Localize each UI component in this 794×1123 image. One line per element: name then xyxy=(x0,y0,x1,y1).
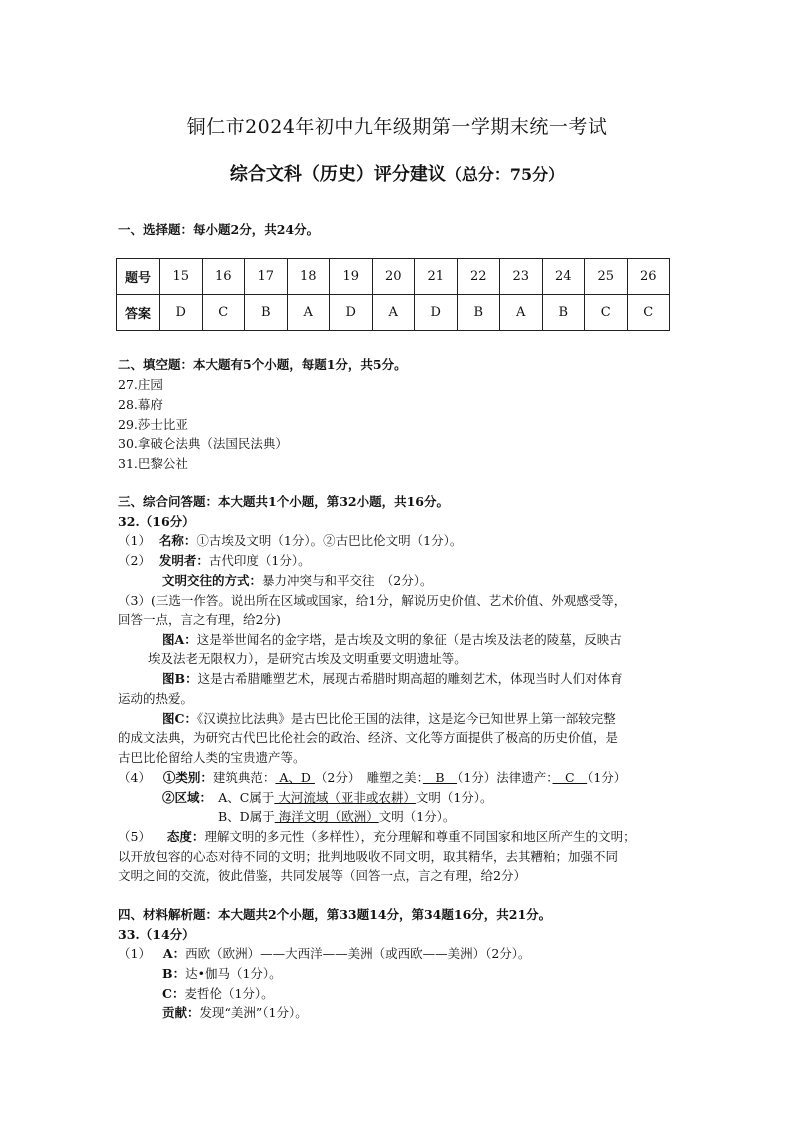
answer-table xyxy=(116,258,670,331)
section2-heading: 二、填空题：本大题有5个小题，每题1分，共5分。 xyxy=(118,357,407,372)
answer-line xyxy=(162,965,282,983)
table-cell: 20 xyxy=(372,259,415,295)
table-row xyxy=(117,259,670,295)
item-label: 贡献： xyxy=(162,1005,200,1020)
answer-line: 运动的热爱。 xyxy=(118,691,194,706)
answer-line xyxy=(162,572,432,590)
blank-answer: 海洋文明（欧洲） xyxy=(274,809,379,824)
table-cell: D xyxy=(160,295,203,331)
table-cell: 21 xyxy=(415,259,458,295)
item-text: 西欧（欧洲）——大西洋——美洲（或西欧——美洲）（2分）。 xyxy=(185,946,531,961)
table-cell: D xyxy=(330,295,373,331)
item-label: 态度： xyxy=(166,829,205,844)
answer-line xyxy=(118,552,311,570)
table-cell: 26 xyxy=(627,259,670,295)
item-text: 建筑典范： xyxy=(212,770,276,785)
blank-answer: C xyxy=(552,770,588,785)
table-cell: 22 xyxy=(457,259,500,295)
answer-line: 的成文法典，为研究古代巴比伦社会的政治、经济、文化等方面提供了极高的历史价值，是 xyxy=(118,730,619,745)
answer-line: 回答一点，言之有理，给2分) xyxy=(118,612,281,627)
item-text: 暴力冲突与和平交往 （2分）。 xyxy=(262,573,433,588)
answer-line xyxy=(218,808,455,826)
answer-line xyxy=(162,670,623,688)
table-cell: 25 xyxy=(585,259,628,295)
table-cell: A xyxy=(500,295,543,331)
item-text: 古代印度（1分）。 xyxy=(208,553,311,568)
list-item: 30.拿破仑法典（法国民法典） xyxy=(118,436,288,451)
table-header-cell: 答案 xyxy=(117,295,160,331)
section3-heading: 三、综合问答题：本大题共1个小题，第32小题，共16分。 xyxy=(118,494,449,509)
item-number: （4） xyxy=(118,770,151,785)
item-text: 达•伽马（1分）。 xyxy=(185,966,282,981)
question-33-label: 33.（14分） xyxy=(118,927,195,942)
table-cell: 16 xyxy=(202,259,245,295)
item-text: （1分） xyxy=(587,770,627,785)
item-label: 名称： xyxy=(158,533,197,548)
table-row xyxy=(117,295,670,331)
item-label: ②区域： xyxy=(162,790,206,805)
blank-answer: A、D xyxy=(275,770,315,785)
item-text: 《汉谟拉比法典》是古巴比伦王国的法律，这是迄今已知世界上第一部较完整 xyxy=(196,711,616,726)
item-label: 发明者： xyxy=(158,553,209,568)
exam-subtitle xyxy=(0,160,794,186)
section1-heading: 一、选择题：每小题2分，共24分。 xyxy=(118,222,320,237)
table-cell: B xyxy=(457,295,500,331)
table-cell: C xyxy=(585,295,628,331)
item-text: 这是举世闻名的金字塔，是古埃及文明的象征（是古埃及法老的陵墓，反映古 xyxy=(196,632,622,647)
table-cell: 18 xyxy=(287,259,330,295)
answer-line xyxy=(162,789,493,807)
table-cell: B xyxy=(245,295,288,331)
item-text: 文明（1分）。 xyxy=(378,809,456,824)
list-item: 29.莎士比亚 xyxy=(118,417,188,432)
blank-answer: B xyxy=(422,770,458,785)
item-text: 麦哲伦（1分）。 xyxy=(184,986,274,1001)
list-item: 28.幕府 xyxy=(118,397,163,412)
item-number: （1） xyxy=(118,533,151,548)
item-text: A、C属于 xyxy=(205,790,275,805)
item-text: （1分）法律遗产： xyxy=(457,770,553,785)
subtitle-main: 综合文科（历史）评分建议 xyxy=(229,164,446,185)
table-header-cell: 题号 xyxy=(117,259,160,295)
item-label: B： xyxy=(162,966,186,981)
item-text: B、D属于 xyxy=(218,809,275,824)
item-number: （2） xyxy=(118,553,151,568)
item-text: 这是古希腊雕塑艺术，展现古希腊时期高超的雕刻艺术，体现当时人们对体育 xyxy=(197,671,623,686)
table-cell: A xyxy=(372,295,415,331)
item-text: 发现“美洲”（1分）。 xyxy=(199,1005,308,1020)
answer-line xyxy=(118,828,636,846)
table-cell: C xyxy=(202,295,245,331)
item-text: 理解文明的多元性（多样性），充分理解和尊重不同国家和地区所产生的文明； xyxy=(204,829,636,844)
table-cell: B xyxy=(542,295,585,331)
item-number: （1） xyxy=(118,946,151,961)
exam-title: 铜仁市2024年初中九年级期第一学期末统一考试 xyxy=(186,116,608,138)
item-label: 图A： xyxy=(162,632,197,647)
answer-line: 古巴比伦留给人类的宝贵遗产等。 xyxy=(118,750,306,765)
table-cell: 15 xyxy=(160,259,203,295)
answer-line: 文明之间的交流，彼此借鉴，共同发展等（回答一点，言之有理，给2分） xyxy=(118,868,526,883)
answer-line xyxy=(118,769,626,787)
answer-line: 以开放包容的心态对待不同的文明；批判地吸收不同文明，取其精华，去其糟粕；加强不同 xyxy=(118,849,619,864)
table-cell: C xyxy=(627,295,670,331)
blank-answer: 大河流域（亚非或农耕） xyxy=(274,790,416,805)
item-number: （5） xyxy=(118,829,151,844)
item-label: 文明交往的方式： xyxy=(162,573,263,588)
question-32-label: 32.（16分） xyxy=(118,514,195,529)
answer-line: （3）(三选一作答。说出所在区域或国家，给1分，解说历史价值、艺术价值、外观感受等， xyxy=(118,593,627,608)
answer-line xyxy=(162,631,622,649)
item-text: ①古埃及文明（1分）。②古巴比伦文明（1分）。 xyxy=(196,533,463,548)
item-text: 文明（1分）。 xyxy=(415,790,493,805)
item-label: 图B： xyxy=(162,671,198,686)
list-item: 31.巴黎公社 xyxy=(118,456,188,471)
table-cell: 17 xyxy=(245,259,288,295)
item-text: （2分） 雕塑之美： xyxy=(314,770,423,785)
table-cell: 23 xyxy=(500,259,543,295)
item-label: ①类别： xyxy=(162,770,213,785)
table-cell: D xyxy=(415,295,458,331)
answer-line xyxy=(162,1004,308,1022)
item-label: 图C： xyxy=(162,711,197,726)
answer-line xyxy=(118,945,531,963)
answer-line xyxy=(162,710,616,728)
answer-line: 埃及法老无限权力），是研究古埃及文明重要文明遗址等。 xyxy=(148,651,467,666)
item-label: A： xyxy=(162,946,186,961)
item-label: C： xyxy=(162,986,185,1001)
answer-line xyxy=(162,985,274,1003)
answer-line xyxy=(118,532,462,550)
table-cell: A xyxy=(287,295,330,331)
list-item: 27.庄园 xyxy=(118,377,163,392)
table-cell: 24 xyxy=(542,259,585,295)
section4-heading: 四、材料解析题：本大题共2个小题，第33题14分，第34题16分，共21分。 xyxy=(118,907,552,922)
subtitle-total: （总分：75分） xyxy=(445,165,565,184)
table-cell: 19 xyxy=(330,259,373,295)
